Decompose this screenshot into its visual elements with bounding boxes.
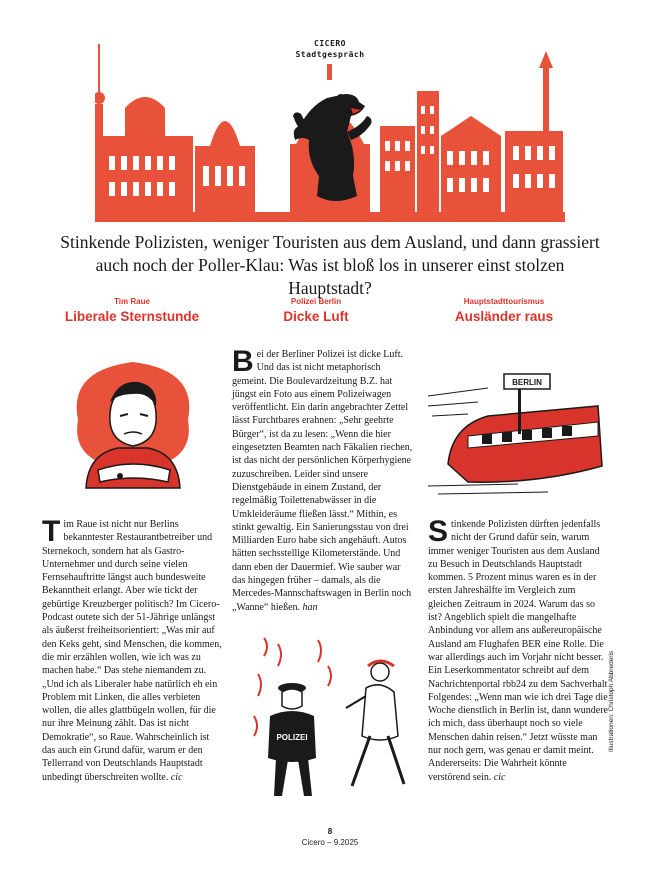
column-3-title: Ausländer raus xyxy=(454,309,554,324)
column-2-kicker: Polizei Berlin xyxy=(290,297,342,306)
column-3-signature: cic xyxy=(493,771,506,783)
column-1-text: im Raue ist nicht nur Berlins bekanntester Restaurantbetreiber und Sternekoch, sondern hat als Gastro-Unternehmer und durch seine vielen Fernsehauftritte längst auch bundesweite Bekanntheit erlangt. Aber wie tickt der gebürtige Kreuzberger politisch? Im Cicero-Podcast outete sich der 51-Jährige unlängst als äußerst freiheitsorientiert: „Was mir auf den Keks geht, sind Menschen, die kommen, die mir erzählen wollen, wie ich was zu machen habe.“ Das stehe niemandem zu. „Und ich als Liberaler habe natürlich eh ein Problem mit Linken, die alles verbieten wollen, die alles glattbügeln wollen, für die nur ihre Meinung zählt. Das ist nicht Demokratie“, so Raue. Wahrscheinlich ist das auch ein Grund dafür, warum er den Tellerrand von Deutschlands Hauptstadt unbedingt überschreiten wollte. xyxy=(42,519,222,783)
column-2-dropcap: B xyxy=(232,345,254,378)
column-1-title: Liberale Sternstunde xyxy=(64,309,200,324)
berlin-sign-label: BERLIN xyxy=(512,378,542,387)
magazine-brand: CICERO xyxy=(314,39,346,48)
column-2-body xyxy=(232,345,413,614)
chef-portrait-illustration xyxy=(58,350,208,490)
column-1-signature: cic xyxy=(170,771,183,783)
police-stench-illustration xyxy=(248,636,418,806)
column-3-body xyxy=(428,515,608,784)
illustration-credit: Illustrationen: Christoph Abbrederis xyxy=(608,650,615,752)
column-2-text: ei der Berliner Polizei ist dicke Luft. Und das ist nicht metaphorisch gemeint. Die Boulevardzeitung B.Z. hat jüngst ein Foto aus einem Polizeiwagen veröffentlicht. Ein darin angebrachter Zettel lässt Furchtbares erahnen: „Sehr geehrte Bürger“, ist da zu lesen: „Wenn die hier eingesetzten Beamten nach Fäkalien riechen, ist das nicht der persönlichen Körperhygiene zuzuschreiben. Leider sind unsere Dienstgebäude in einem Zustand, der regelmäßig Toilettenabwässer in die Umkleideräume fließen lässt.“ Mithin, es stinkt gewaltig. Ein Sanierungsstau von drei Milliarden Euro habe sich angehäuft. Autos hätten sechsstellige Kilometerstände. Und dann eben der Dauermief. Wie sauber war das hingegen früher – damals, als die Mercedes-Mannschaftswagen in Berlin noch „Wanne“ hießen. xyxy=(232,349,413,613)
section-name: Stadtgespräch xyxy=(295,50,365,59)
column-1-body xyxy=(42,515,225,784)
page-number: 8 xyxy=(327,827,333,836)
column-3-text: tinkende Polizisten dürften jedenfalls nicht der Grund dafür sein, warum immer weniger Touristen aus dem Ausland zu Besuch in Deutschlands Hauptstadt kommen. 5 Prozent minus waren es in der ersten Jahreshälfte im Vergleich zum gleichen Zeitraum in 2024. Warum das so ist? Angeblich spielt die mangelhafte Anbindung vor allem ans außereuropäische Ausland am Flughafen BER eine Rolle. Die war allerdings auch im Vorjahr nicht besser. Ein Leserkommentator schreibt auf dem Nachrichtenportal rbb24 zu dem Sachverhalt Folgendes: „Wenn man wie ich drei Tage die Woche dienstlich in Berlin ist, dann wundere ich mich, dass überhaupt noch so viele Menschen dahin reisen.“ Jetzt wüsste man nur noch gern, was genau er damit meint. Andererseits: Die Wahrheit könnte verstörend sein. xyxy=(428,519,608,783)
train-berlin-sign-illustration xyxy=(428,366,608,506)
police-jacket-label: POLIZEI xyxy=(276,733,308,742)
column-3-kicker: Hauptstadttourismus xyxy=(463,297,545,306)
column-1-dropcap: T xyxy=(42,515,61,548)
column-1-kicker: Tim Raue xyxy=(114,297,150,306)
column-2-title: Dicke Luft xyxy=(283,309,349,324)
berlin-skyline-illustration xyxy=(95,36,565,222)
column-2-signature: han xyxy=(302,601,318,613)
issue-label: Cicero – 9.2025 xyxy=(301,838,359,847)
page-footer xyxy=(0,826,660,848)
column-3-dropcap: S xyxy=(428,515,449,548)
page-headline: Stinkende Polizisten, weniger Touristen aus dem Ausland, und dann grassiert auch noch der Poller-Klau: Was ist bloß los in unserer einst stolzen Hauptstadt? xyxy=(60,232,600,298)
